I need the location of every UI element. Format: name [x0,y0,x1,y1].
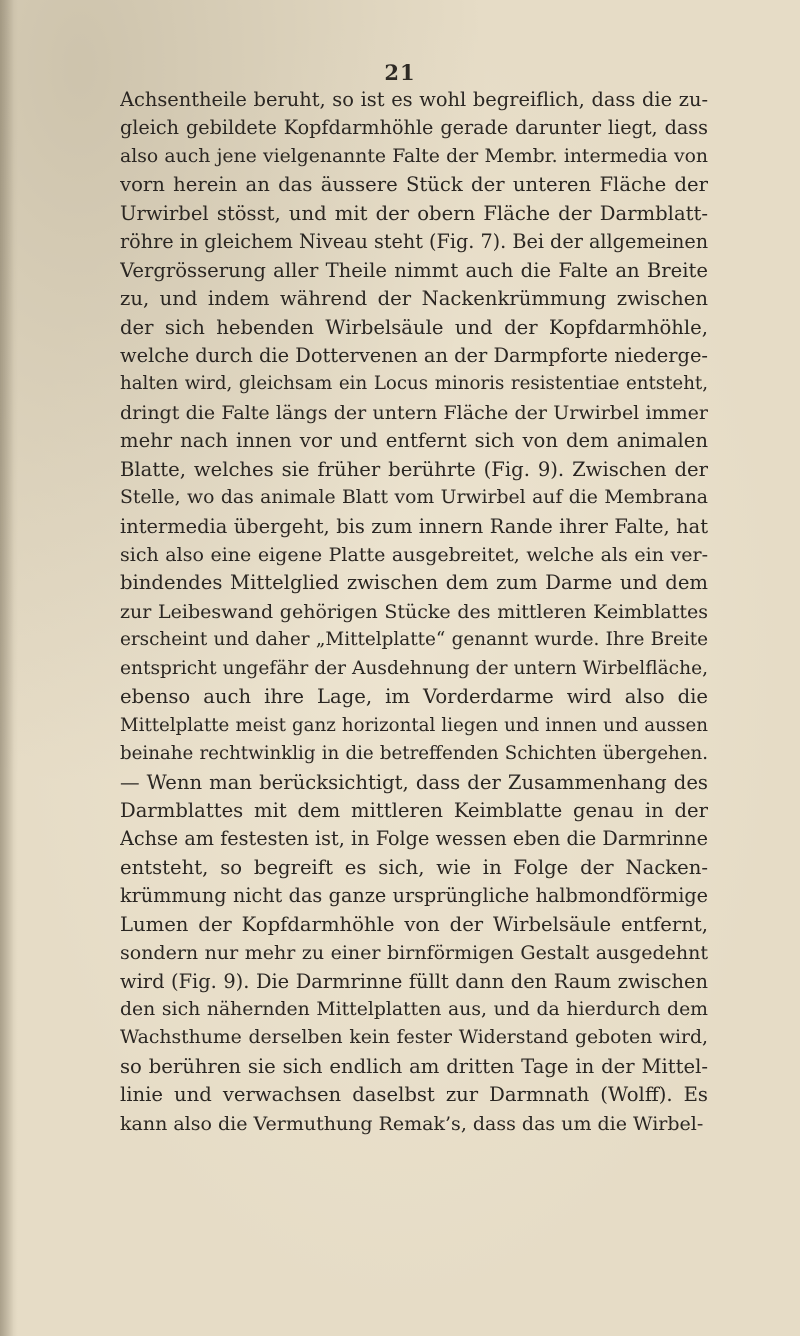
page-number: 21 [384,60,416,85]
text-line: beinahe rechtwinklig in die betreffenden Schichten übergehen. [120,743,708,765]
text-line: Mittelplatte meist ganz horizontal liegen und innen und aussen [120,714,708,736]
text-line: vorn herein an das äussere Stück der unteren Fläche der [120,173,708,197]
text-line: entsteht, so begreift es sich, wie in Folge der Nacken- [120,855,708,879]
text-line: Lumen der Kopfdarmhöhle von der Wirbelsäule entfernt, [120,912,708,936]
text-line: so berühren sie sich endlich am dritten Tage in der Mittel- [120,1054,708,1078]
text-line: entspricht ungefähr der Ausdehnung der untern Wirbelfläche, [120,657,708,679]
text-line: Vergrösserung aller Theile nimmt auch die Falte an Breite [120,258,708,282]
text-line: — Wenn man berücksichtigt, dass der Zusammenhang des [120,770,708,794]
text-line: ebenso auch ihre Lage, im Vorderdarme wird also die [120,685,708,709]
text-line: Achsentheile beruht, so ist es wohl begreiflich, dass die zu- [120,88,708,111]
text-line: röhre in gleichem Niveau steht (Fig. 7). Bei der allgemeinen [120,230,708,254]
text-line: sich also eine eigene Platte ausgebreitet, welche als ein ver- [120,544,708,566]
text-line: kann also die Vermuthung Remak’s, dass das um die Wirbel- [120,1112,704,1135]
text-line: linie und verwachsen daselbst zur Darmnath (Wolff). Es [120,1083,708,1107]
text-line: Achse am festesten ist, in Folge wessen eben die Darmrinne [120,827,708,851]
text-line: krümmung nicht das ganze ursprüngliche halbmondförmige [120,884,708,908]
text-line: wird (Fig. 9). Die Darmrinne füllt dann den Raum zwischen [120,969,708,993]
text-line: der sich hebenden Wirbelsäule und der Kopfdarmhöhle, [120,315,708,339]
body-text [120,86,708,1138]
text-line: Stelle, wo das animale Blatt vom Urwirbel auf die Membrana [120,487,708,509]
text-line: zu, und indem während der Nackenkrümmung zwischen [120,287,708,311]
text-line: zur Leibeswand gehörigen Stücke des mittleren Keimblattes [120,600,708,623]
text-line: Urwirbel stösst, und mit der obern Fläche der Darmblatt- [120,201,708,225]
text-line: sondern nur mehr zu einer birnförmigen Gestalt ausgedehnt [120,942,708,965]
text-line: dringt die Falte längs der untern Fläche der Urwirbel immer [120,401,708,424]
text-line: halten wird, gleichsam ein Locus minoris resistentiae entsteht, [120,373,708,395]
text-line: welche durch die Dottervenen an der Darmpforte niederge- [120,343,708,367]
text-line: Darmblattes mit dem mittleren Keimblatte genau in der [120,798,708,822]
text-line: Blatte, welches sie früher berührte (Fig. 9). Zwischen der [120,457,708,481]
text-line: mehr nach innen vor und entfernt sich von dem animalen [120,429,708,453]
page-edge-shadow [0,0,14,1336]
text-line: erscheint und daher „Mittelplatte“ genannt wurde. Ihre Breite [120,629,708,651]
text-line: bindendes Mittelglied zwischen dem zum Darme und dem [120,571,708,595]
text-line: gleich gebildete Kopfdarmhöhle gerade darunter liegt, dass [120,116,708,140]
text-line: den sich nähernden Mittelplatten aus, und da hierdurch dem [120,999,708,1020]
text-line: Wachsthume derselben kein fester Widerstand geboten wird, [120,1027,708,1049]
text-line: intermedia übergeht, bis zum innern Rande ihrer Falte, hat [120,514,708,538]
text-line: also auch jene vielgenannte Falte der Membr. intermedia von [120,145,708,167]
